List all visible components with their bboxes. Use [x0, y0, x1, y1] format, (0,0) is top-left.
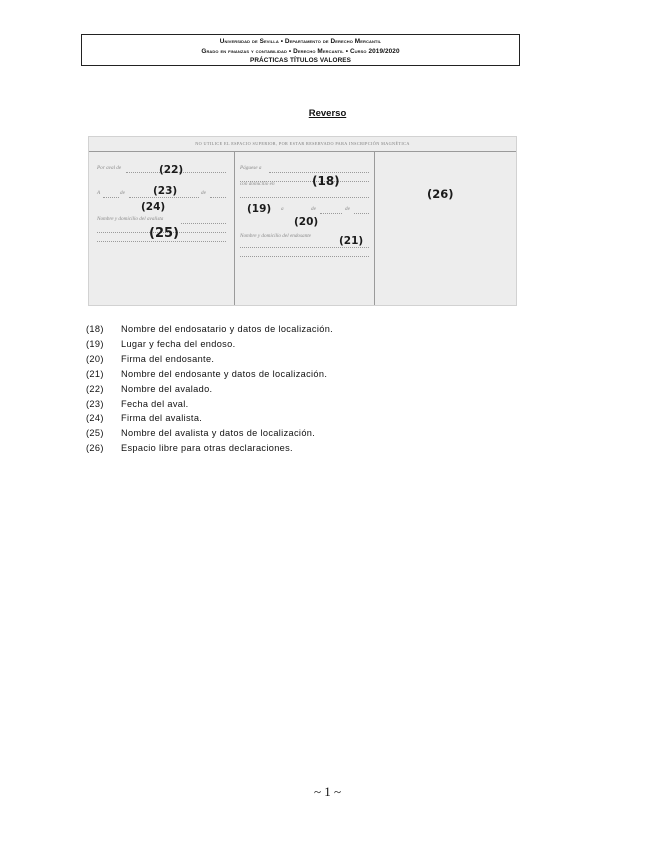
field-por-aval: Por aval de [97, 165, 122, 171]
handwritten-mark-23: (23) [153, 185, 178, 197]
field-con-domicilio: con domicilio en [240, 181, 275, 187]
handwritten-mark-18: (18) [312, 174, 340, 188]
dotted-line [240, 197, 369, 198]
item-text: Firma del endosante. [121, 353, 215, 364]
header-line-1: Universidad de Sevilla • Departamento de Derecho Mercantil [219, 38, 382, 45]
dotted-line [240, 256, 369, 257]
item-text: Nombre del avalista y datos de localización. [121, 428, 316, 439]
dotted-line [320, 213, 342, 214]
item-text: Nombre del endosante y datos de localización. [121, 368, 328, 379]
item-number: (19) [86, 338, 104, 349]
handwritten-mark-19: (19) [247, 203, 272, 215]
dotted-line [103, 197, 119, 198]
item-text: Nombre del avalado. [121, 383, 213, 394]
cheque-divider-1 [234, 151, 235, 305]
field-de-4: de [345, 206, 350, 212]
field-nombre-avalista: Nombre y domicilio del avalista [97, 216, 164, 222]
field-a: A [97, 190, 101, 196]
item-text: Firma del avalista. [121, 413, 203, 424]
list-item [86, 337, 333, 352]
handwritten-mark-24: (24) [141, 201, 166, 213]
list-item [86, 426, 333, 441]
item-number: (24) [86, 413, 104, 424]
dotted-line [181, 223, 226, 224]
dotted-line [240, 247, 369, 248]
cheque-reverse-image [88, 136, 517, 306]
dotted-line [269, 172, 369, 173]
handwritten-mark-25: (25) [149, 226, 179, 241]
list-item [86, 367, 333, 382]
handwritten-mark-22: (22) [159, 164, 184, 176]
dotted-line [97, 241, 226, 242]
dotted-line [354, 213, 369, 214]
item-text: Nombre del endosatario y datos de localización. [121, 324, 334, 334]
section-title: Reverso [308, 108, 347, 119]
field-de-3: de [311, 206, 316, 212]
dotted-line [210, 197, 226, 198]
item-text: Espacio libre para otras declaraciones. [121, 443, 293, 454]
item-number: (18) [86, 324, 104, 334]
legend-list [86, 322, 333, 456]
field-paguese: Páguese a [240, 165, 262, 171]
item-number: (20) [86, 353, 104, 364]
field-nombre-endosante: Nombre y domicilio del endosante [240, 233, 311, 239]
item-text: Fecha del aval. [121, 398, 189, 409]
list-item [86, 397, 333, 412]
document-header [81, 34, 520, 66]
item-number: (23) [86, 398, 104, 409]
item-number: (21) [86, 368, 104, 379]
list-item [86, 441, 333, 456]
header-line-3: PRÁCTICAS TÍTULOS VALORES [249, 57, 352, 65]
item-number: (22) [86, 383, 104, 394]
handwritten-mark-21: (21) [339, 235, 364, 247]
item-text: Lugar y fecha del endoso. [121, 338, 236, 349]
magnetic-strip-notice: NO UTILICE EL ESPACIO SUPERIOR, POR ESTAR RESERVADO PARA INSCRIPCIÓN MAGNÉTICA [89, 137, 516, 152]
list-item [86, 411, 333, 426]
list-item [86, 352, 333, 367]
dotted-line [129, 197, 199, 198]
handwritten-mark-26: (26) [427, 187, 454, 201]
field-de-2: de [201, 190, 206, 196]
list-item [86, 382, 333, 397]
header-line-2: Grado en finanzas y contabilidad • Derecho Mercantil • Curso 2019/2020 [201, 47, 400, 55]
page-number: ~ 1 ~ [313, 784, 342, 799]
field-de-1: de [120, 190, 125, 196]
item-number: (25) [86, 428, 104, 439]
handwritten-mark-20: (20) [294, 216, 319, 228]
item-number: (26) [86, 443, 104, 454]
cheque-divider-2 [374, 151, 375, 305]
field-a-2: a [281, 206, 284, 212]
list-item [86, 322, 333, 337]
